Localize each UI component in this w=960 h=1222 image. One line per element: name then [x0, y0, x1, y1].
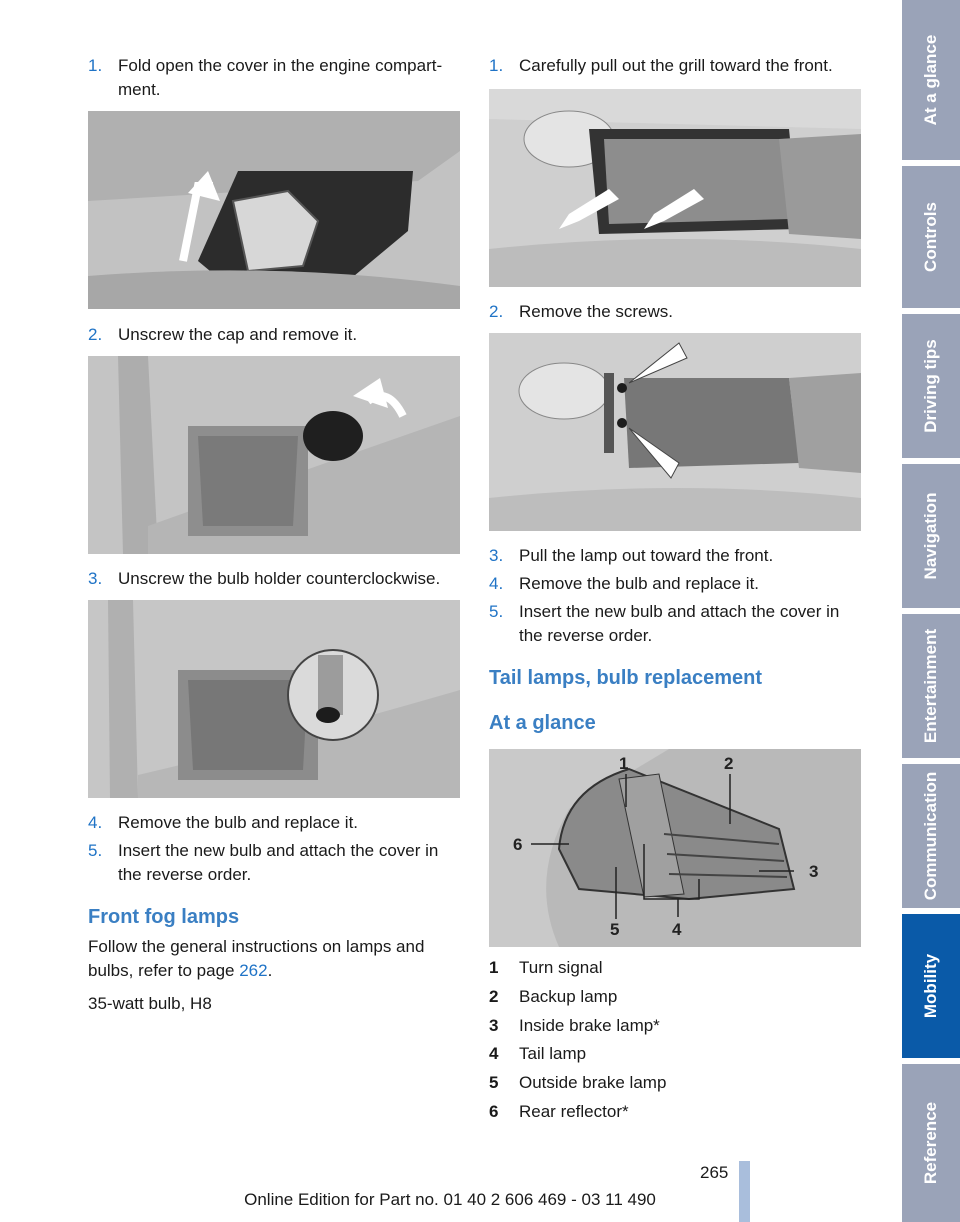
step-left-3 — [88, 567, 468, 591]
step-text: Insert the new bulb and attach the cover in the reverse order. — [519, 602, 840, 645]
step-number: 1. — [489, 56, 504, 75]
step-right-2 — [489, 300, 869, 324]
tab-controls[interactable]: Controls — [902, 166, 960, 308]
step-right-1 — [489, 54, 869, 78]
step-number: 2. — [489, 302, 504, 321]
step-number: 4. — [489, 574, 504, 593]
callout-3: 3 — [809, 862, 819, 881]
step-text: Remove the bulb and replace it. — [519, 574, 760, 593]
callout-5: 5 — [610, 920, 620, 939]
step-text: Remove the bulb and replace it. — [118, 813, 359, 832]
tab-driving-tips[interactable]: Driving tips — [902, 314, 960, 458]
callout-1: 1 — [619, 754, 629, 773]
step-number: 4. — [88, 813, 103, 832]
step-text: Remove the screws. — [519, 302, 673, 321]
callout-6: 6 — [513, 835, 523, 854]
figure-bulb-holder — [88, 600, 460, 798]
figure-remove-screws — [489, 333, 861, 531]
step-text: Insert the new bulb and attach the cover in the reverse order. — [118, 841, 439, 884]
step-number: 5. — [88, 841, 103, 860]
step-number: 3. — [88, 569, 103, 588]
step-number: 3. — [489, 546, 504, 565]
step-left-2 — [88, 323, 468, 347]
callout-4: 4 — [672, 920, 682, 939]
callout-2: 2 — [724, 754, 734, 773]
section-heading-tail-lamps: Tail lamps, bulb replacement — [489, 667, 763, 689]
fog-lamps-paragraph: Follow the general instructions on lamps and bulbs, refer to page 262. — [88, 937, 425, 980]
step-text: Carefully pull out the grill toward the front. — [519, 56, 833, 75]
step-left-1 — [88, 54, 468, 102]
figure-engine-cover-open — [88, 111, 460, 309]
step-right-5 — [489, 600, 869, 648]
step-text: Unscrew the bulb holder counterclockwise. — [118, 569, 441, 588]
figure-unscrew-cap — [88, 356, 460, 554]
tab-mobility[interactable]: Mobility — [902, 914, 960, 1058]
step-text: Pull the lamp out toward the front. — [519, 546, 774, 565]
tab-navigation[interactable]: Navigation — [902, 464, 960, 608]
bulb-spec: 35-watt bulb, H8 — [88, 994, 212, 1013]
page-number: 265 — [700, 1163, 729, 1182]
chapter-tabs — [902, 0, 960, 1222]
step-left-4 — [88, 811, 468, 835]
step-number: 1. — [88, 56, 103, 75]
footer-edition-info: Online Edition for Part no. 01 40 2 606 469 - 03 11 490 — [244, 1190, 656, 1209]
tab-at-a-glance[interactable]: At a glance — [902, 0, 960, 160]
tab-reference[interactable]: Reference — [902, 1064, 960, 1222]
step-left-5 — [88, 839, 468, 887]
figure-pull-grill — [489, 89, 861, 287]
step-number: 2. — [88, 325, 103, 344]
subheading-at-a-glance: At a glance — [489, 712, 596, 734]
section-heading-front-fog-lamps: Front fog lamps — [88, 906, 240, 928]
tab-communication[interactable]: Communication — [902, 764, 960, 908]
step-right-4 — [489, 572, 869, 596]
page-reference-link[interactable]: 262 — [239, 961, 268, 980]
step-text: Unscrew the cap and remove it. — [118, 325, 358, 344]
step-number: 5. — [489, 602, 504, 621]
step-right-3 — [489, 544, 869, 568]
step-text: Fold open the cover in the engine compart‐ ment. — [118, 56, 443, 99]
tab-entertainment[interactable]: Entertainment — [902, 614, 960, 758]
figure-tail-lamp-overview — [489, 749, 861, 947]
